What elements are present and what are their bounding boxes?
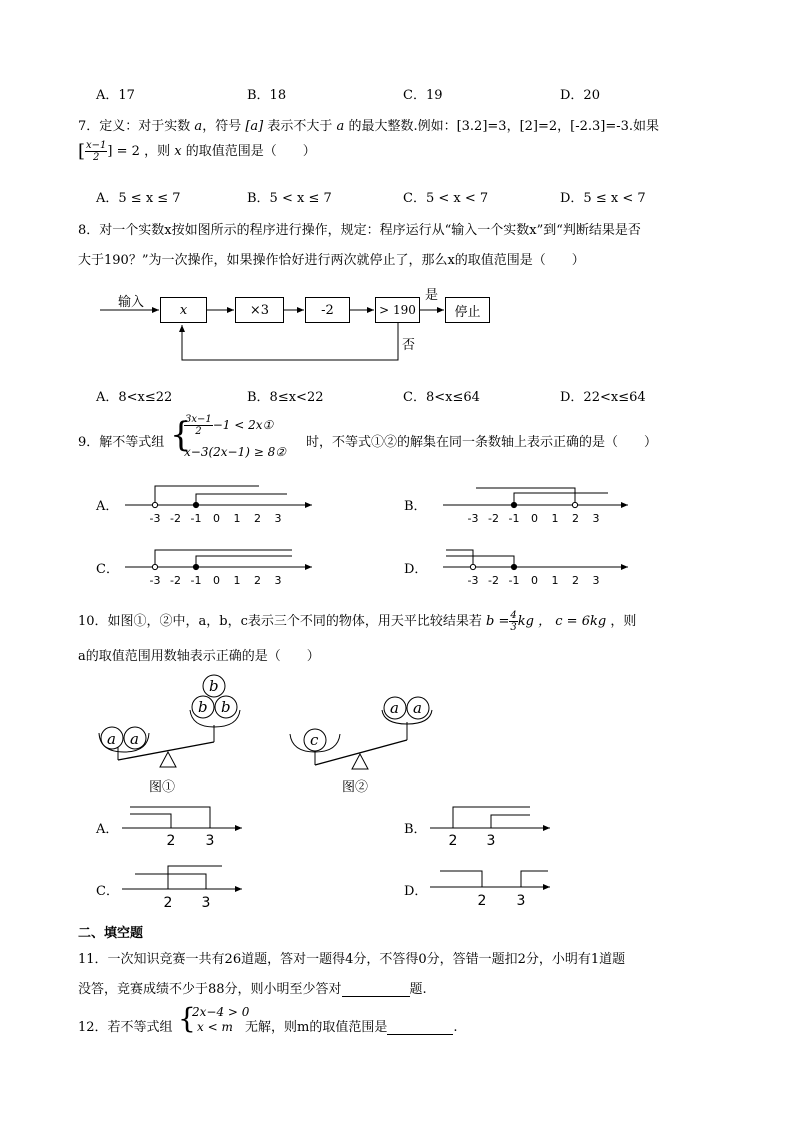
q10-b-fraction bbox=[509, 610, 517, 633]
q7-var-x: x bbox=[174, 144, 182, 159]
q11-line2 bbox=[78, 978, 427, 997]
q7-text: 7．定义：对于实数 bbox=[78, 119, 191, 134]
q10-tick-label: 3 bbox=[205, 833, 215, 849]
q8-flow-box-times3: ×3 bbox=[235, 297, 284, 323]
q8-flow-input-label: 输入 bbox=[118, 295, 145, 310]
q12-prefix: 12．若不等式组 bbox=[78, 1020, 173, 1035]
q9-tick-label: 1 bbox=[551, 512, 559, 525]
q9-tick-label: 1 bbox=[233, 512, 241, 525]
q9-tick-label: -3 bbox=[467, 574, 479, 587]
q9-numberline-c bbox=[125, 550, 312, 570]
q10-tick-label: 2 bbox=[477, 893, 487, 909]
q12-suffix bbox=[245, 1016, 457, 1035]
q9-ineq1-rest: −1 < 2x① bbox=[212, 418, 274, 432]
q6-option-d: D．20 bbox=[560, 88, 600, 103]
q12-inequality-2: x < m bbox=[197, 1020, 233, 1034]
q9-tick-label: 1 bbox=[233, 574, 241, 587]
q9-tick-label: -2 bbox=[488, 574, 499, 587]
q9-option-a-label: A． bbox=[96, 499, 119, 514]
q7-text: 的最大整数.例如：[3.2]=3，[2]=2，[-2.3]=-3.如果 bbox=[348, 119, 660, 134]
q6-option-a: A．17 bbox=[96, 88, 135, 103]
q8-line1: 8．对一个实数x按如图所示的程序进行操作，规定：程序运行从“输入一个实数x”到“判断结果是否 bbox=[78, 223, 641, 238]
q9-tick-label: -2 bbox=[488, 512, 499, 525]
q8-flow-box-stop: 停止 bbox=[445, 297, 490, 323]
q7-option-a: A．5 ≤ x ≤ 7 bbox=[96, 191, 181, 206]
q10-option-d-label: D． bbox=[404, 884, 428, 899]
q10-numberline-a bbox=[122, 807, 242, 828]
q12-brace: { bbox=[178, 1002, 196, 1035]
q7-equation: ] = 2 bbox=[107, 144, 140, 159]
q7-frac-num: x−1 bbox=[86, 140, 107, 151]
q8-flow-arrows bbox=[0, 0, 794, 400]
q9-ineq1-num: 3x−1 bbox=[185, 414, 212, 425]
q10-text: ，则 bbox=[610, 614, 637, 629]
q10-ball-b: b bbox=[221, 698, 231, 716]
q10-tick-label: 2 bbox=[163, 895, 173, 911]
q12-text: . bbox=[453, 1020, 458, 1035]
q10-numberline-c bbox=[122, 866, 242, 889]
q9-tick-label: 3 bbox=[592, 512, 600, 525]
q8-option-a: A．8<x≤22 bbox=[96, 390, 173, 405]
q10-balance-figures bbox=[0, 670, 794, 800]
q9-inequality-1 bbox=[184, 414, 273, 437]
q9-prefix: 9．解不等式组 bbox=[78, 435, 165, 450]
q10-ball-a: a bbox=[107, 730, 116, 748]
q10-b-den: 3 bbox=[510, 622, 517, 633]
q9-tick-label: 0 bbox=[531, 574, 538, 587]
q7-text: 表示不大于 bbox=[267, 119, 333, 134]
q9-suffix: 时，不等式①②的解集在同一条数轴上表示正确的是（ ） bbox=[306, 435, 658, 450]
q8-option-d: D．22<x≤64 bbox=[560, 390, 646, 405]
q8-flow-box-x: x bbox=[160, 297, 207, 323]
q7-text: ，符号 bbox=[202, 119, 242, 134]
q6-option-c: C．19 bbox=[403, 88, 443, 103]
q7-line2: [ $\frac{x-1}{2}$ ] = 2 ，则 x 的取值范围是（ ） bbox=[78, 140, 316, 163]
q10-figure-1 bbox=[99, 675, 240, 767]
q9-numberline-b bbox=[443, 488, 628, 508]
q9-option-c-label: C． bbox=[96, 562, 119, 577]
q7-text: ，则 bbox=[144, 144, 171, 159]
q8-option-b: B．8≤x<22 bbox=[247, 390, 324, 405]
q10-b-unit: kg ， bbox=[517, 614, 552, 629]
q7-var-a: a bbox=[194, 119, 203, 134]
q10-number-lines bbox=[0, 795, 794, 915]
q7-bracket-notation: [a] bbox=[245, 119, 264, 134]
q11-line1: 11．一次知识竞赛一共有26道题，答对一题得4分，不答得0分，答错一题扣2分，小明有1道题 bbox=[78, 952, 626, 967]
q10-option-b-label: B． bbox=[404, 822, 427, 837]
q9-option-b-label: B． bbox=[404, 499, 427, 514]
q10-tick-label: 2 bbox=[448, 833, 458, 849]
q7-option-d: D．5 ≤ x < 7 bbox=[560, 191, 646, 206]
q9-tick-label: 0 bbox=[213, 574, 220, 587]
q10-numberline-d bbox=[430, 871, 550, 887]
q8-flow-box-minus2: -2 bbox=[305, 297, 350, 323]
q10-ball-a: a bbox=[130, 730, 139, 748]
q10-tick-labels bbox=[164, 833, 526, 911]
q7-var-a: a bbox=[336, 119, 345, 134]
q9-tick-label: -1 bbox=[508, 512, 520, 525]
q10-tick-label: 3 bbox=[201, 895, 211, 911]
q9-ineq1-den: 2 bbox=[195, 426, 202, 437]
q11-answer-blank[interactable] bbox=[342, 984, 410, 997]
q9-tick-label: 3 bbox=[274, 512, 282, 525]
q10-figure-2-label: 图② bbox=[342, 780, 369, 795]
q7-text: 的取值范围是（ ） bbox=[185, 144, 316, 159]
q11-text: 没答，竞赛成绩不少于88分，则小明至少答对 bbox=[78, 982, 342, 997]
q9-number-lines bbox=[0, 470, 794, 590]
q10-numberline-b bbox=[430, 807, 550, 828]
q10-option-a-label: A． bbox=[96, 822, 119, 837]
q10-ball-a: a bbox=[390, 699, 399, 717]
q11-text: 题. bbox=[409, 982, 427, 997]
q9-inequality-2: x−3(2x−1) ≥ 8② bbox=[184, 445, 286, 459]
q10-text: 10．如图①，②中，a，b，c表示三个不同的物体，用天平比较结果若 bbox=[78, 614, 482, 629]
section-2-heading: 二、填空题 bbox=[78, 926, 144, 941]
q9-ineq1-fraction bbox=[184, 414, 213, 437]
q10-ball-b: b bbox=[209, 677, 219, 695]
q7-option-c: C．5 < x < 7 bbox=[403, 191, 489, 206]
q10-ball-b: b bbox=[198, 698, 208, 716]
q9-tick-label: 2 bbox=[572, 512, 579, 525]
q8-flow-yes-label: 是 bbox=[425, 288, 439, 303]
q9-numberline-a bbox=[125, 486, 312, 508]
q10-line2: a的取值范围用数轴表示正确的是（ ） bbox=[78, 649, 320, 664]
q7-frac-den: 2 bbox=[93, 152, 100, 163]
q9-tick-label: -3 bbox=[467, 512, 479, 525]
q10-tick-label: 3 bbox=[486, 833, 496, 849]
q9-tick-label: 2 bbox=[254, 574, 261, 587]
q10-tick-label: 2 bbox=[166, 833, 176, 849]
q7-option-b: B．5 < x ≤ 7 bbox=[247, 191, 332, 206]
q8-flow-no-label: 否 bbox=[402, 338, 416, 353]
q9-tick-label: 3 bbox=[592, 574, 600, 587]
q10-b-num: 4 bbox=[510, 610, 517, 621]
q9-tick-label: -3 bbox=[149, 574, 161, 587]
q9-brace: { bbox=[170, 415, 192, 455]
q8-flow-box-compare: > 190 bbox=[375, 297, 420, 323]
q9-numberline-d bbox=[443, 550, 628, 570]
q10-figure-1-label: 图① bbox=[149, 780, 176, 795]
q12-text: 无解，则m的取值范围是 bbox=[245, 1020, 388, 1035]
q8-option-c: C．8<x≤64 bbox=[403, 390, 480, 405]
q9-tick-label: 0 bbox=[531, 512, 538, 525]
q10-option-c-label: C． bbox=[96, 884, 119, 899]
q9-tick-label: 3 bbox=[274, 574, 282, 587]
q10-tick-label: 3 bbox=[516, 893, 526, 909]
q6-option-b: B．18 bbox=[247, 88, 287, 103]
q9-tick-label: 2 bbox=[572, 574, 579, 587]
q9-tick-label: 1 bbox=[551, 574, 559, 587]
q9-tick-label: -1 bbox=[190, 512, 202, 525]
q9-tick-label: -2 bbox=[170, 574, 181, 587]
q9-tick-label: -1 bbox=[190, 574, 202, 587]
q9-tick-label: -3 bbox=[149, 512, 161, 525]
q9-tick-label: -2 bbox=[170, 512, 181, 525]
q12-inequality-1: 2x−4 > 0 bbox=[192, 1005, 250, 1019]
q9-tick-label: 2 bbox=[254, 512, 261, 525]
q10-ball-a: a bbox=[413, 699, 422, 717]
q10-ball-c: c bbox=[310, 731, 319, 749]
q10-line1 bbox=[78, 610, 636, 633]
q8-line2: 大于190？”为一次操作，如果操作恰好进行两次就停止了，那么x的取值范围是（ ） bbox=[78, 253, 585, 268]
q10-b-eq: b = bbox=[486, 614, 510, 629]
q9-tick-label: 0 bbox=[213, 512, 220, 525]
q9-option-d-label: D． bbox=[404, 562, 428, 577]
q12-answer-blank[interactable] bbox=[387, 1022, 453, 1035]
q10-c-eq: c = 6kg bbox=[555, 614, 607, 629]
q9-tick-label: -1 bbox=[508, 574, 520, 587]
